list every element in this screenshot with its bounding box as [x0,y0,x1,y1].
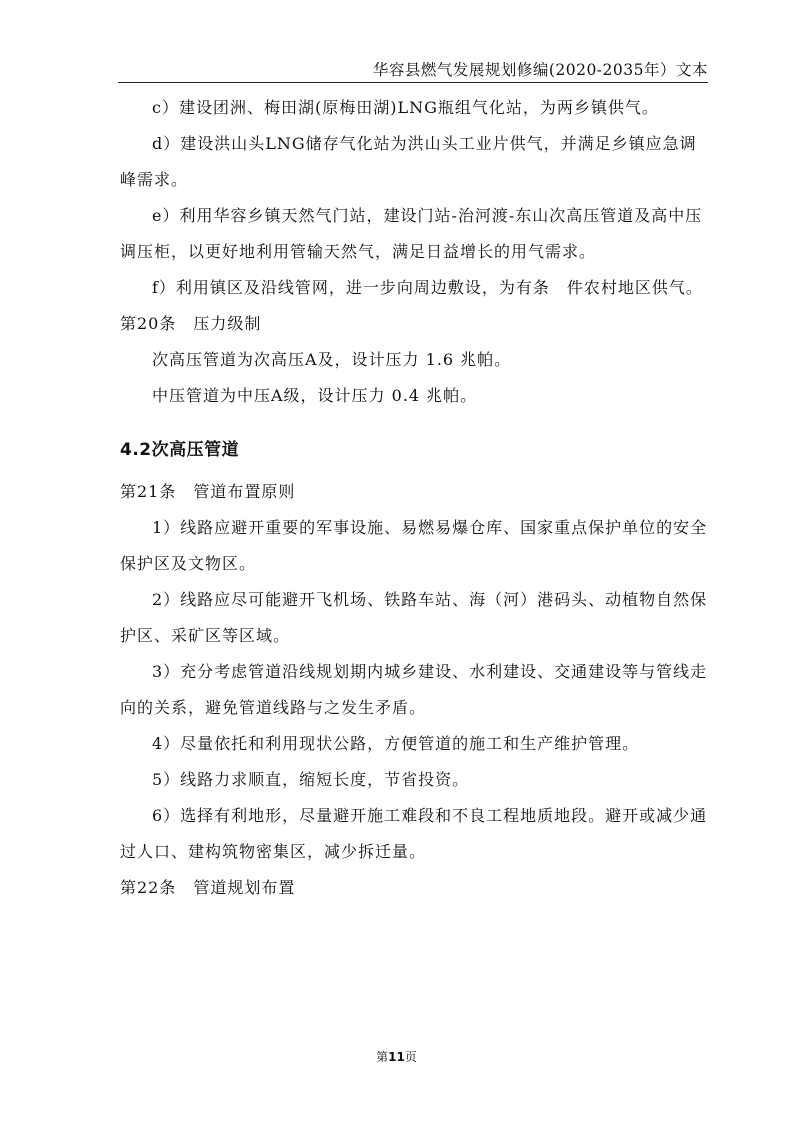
principle-6: 6）选择有利地形，尽量避开施工难段和不良工程地质地段。避开或减少通过人口、建构筑物密集区，减少拆迁量。 [120,806,708,861]
document-header-title: 华容县燃气发展规划修编(2020-2035年）文本 [372,61,708,79]
header-divider [118,82,708,83]
paragraph-e: e）利用华容乡镇天然气门站，建设门站-治河渡-东山次高压管道及高中压调压柜，以更好地利用管输天然气，满足日益增长的用气需求。 [120,206,703,261]
page-suffix: 页 [404,1050,417,1064]
paragraph-f: f）利用镇区及沿线管网，进一步向周边敷设，为有条 件农村地区供气。 [152,278,703,297]
principle-5: 5）线路力求顺直，缩短长度，节省投资。 [152,770,470,789]
page-prefix: 第 [376,1050,389,1064]
principle-2: 2）线路应尽可能避开飞机场、铁路车站、海（河）港码头、动植物自然保护区、采矿区等区域。 [120,590,708,645]
paragraph-d: d）建设洪山头LNG储存气化站为洪山头工业片供气，并满足乡镇应急调峰需求。 [120,134,697,189]
principle-1: 1）线路应避开重要的军事设施、易燃易爆仓库、国家重点保护单位的安全保护区及文物区。 [120,518,708,573]
principle-4: 4）尽量依托和利用现状公路，方便管道的施工和生产维护管理。 [152,734,640,753]
paragraph-sub-high-pressure: 次高压管道为次高压A及，设计压力 1.6 兆帕。 [152,350,512,369]
article-21-title: 第21条 管道布置原则 [120,482,296,501]
section-heading-4-2: 4.2次高压管道 [120,440,240,460]
paragraph-medium-pressure: 中压管道为中压A级，设计压力 0.4 兆帕。 [152,386,478,405]
principle-3: 3）充分考虑管道沿线规划期内城乡建设、水利建设、交通建设等与管线走向的关系，避免管道线路与之发生矛盾。 [120,662,708,717]
document-body [120,90,710,906]
article-20-title: 第20条 压力级制 [120,314,262,333]
page-number-value: 11 [388,1050,405,1064]
article-22-title: 第22条 管道规划布置 [120,878,296,897]
paragraph-c: c）建设团洲、梅田湖(原梅田湖)LNG瓶组气化站，为两乡镇供气。 [152,98,659,117]
page-number [0,1048,793,1065]
